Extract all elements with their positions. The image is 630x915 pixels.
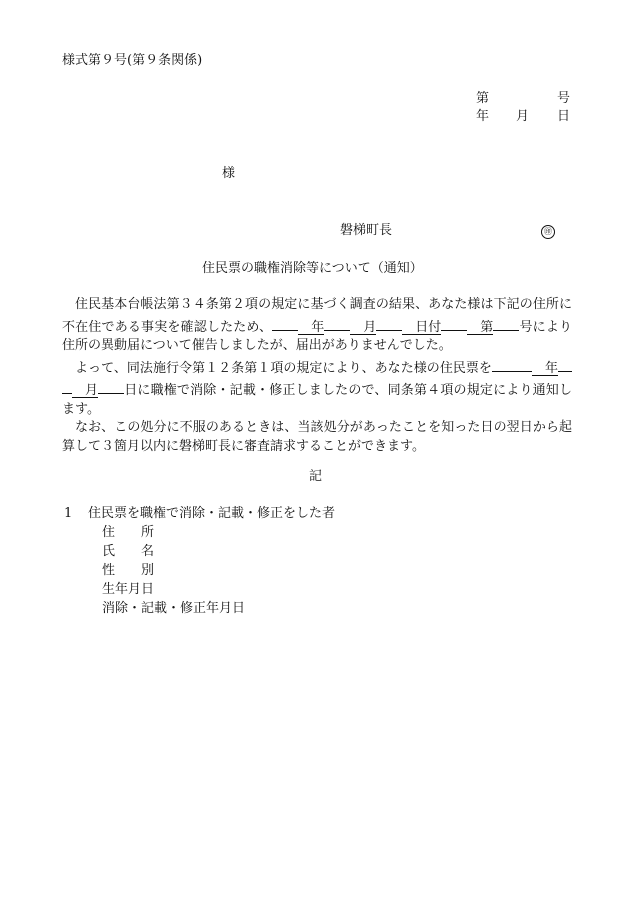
doc-date-hi: 日 <box>557 109 571 124</box>
doc-number-dai: 第 <box>476 91 490 106</box>
item-1-heading: 住民票を職権で消除・記載・修正をした者 <box>88 506 336 521</box>
field-address: 住 所 <box>102 525 155 540</box>
notice-body <box>62 296 572 456</box>
recipient-suffix: 様 <box>222 166 236 181</box>
document-title: 住民票の職権消除等について（通知） <box>202 261 423 276</box>
ki-heading: 記 <box>309 469 323 484</box>
form-label: 様式第９号(第９条関係) <box>62 53 203 68</box>
issuer-name: 磐梯町長 <box>340 223 393 238</box>
paragraph-1: 住民基本台帳法第３４条第２項の規定に基づく調査の結果、あなた様は下記の住所に不在住である事実を確認したため、 年 月 日付 第 号により住所の異動届について催告しましたが、届出がありませんでした。 <box>62 297 572 353</box>
doc-date-nen: 年 <box>476 109 490 124</box>
seal-mark <box>541 222 555 240</box>
item-1-number: 1 <box>64 506 73 521</box>
doc-date-tsuki: 月 <box>516 109 530 124</box>
doc-number-go: 号 <box>557 91 571 106</box>
paragraph-2: よって、同法施行令第１２条第１項の規定により、あなた様の住民票を 年月 日に職権で消除・記載・修正しましたので、同条第４項の規定により通知します。 <box>62 356 572 420</box>
field-modification-date: 消除・記載・修正年月日 <box>102 601 246 616</box>
paragraph-3: なお、この処分に不服のあるときは、当該処分があったことを知った日の翌日から起算して３箇月以内に磐梯町長に審査請求することができます。 <box>62 420 572 454</box>
field-name: 氏 名 <box>102 544 155 559</box>
seal-icon: ㊞ <box>541 225 555 239</box>
field-birthdate: 生年月日 <box>102 582 155 597</box>
field-sex: 性 別 <box>102 563 155 578</box>
